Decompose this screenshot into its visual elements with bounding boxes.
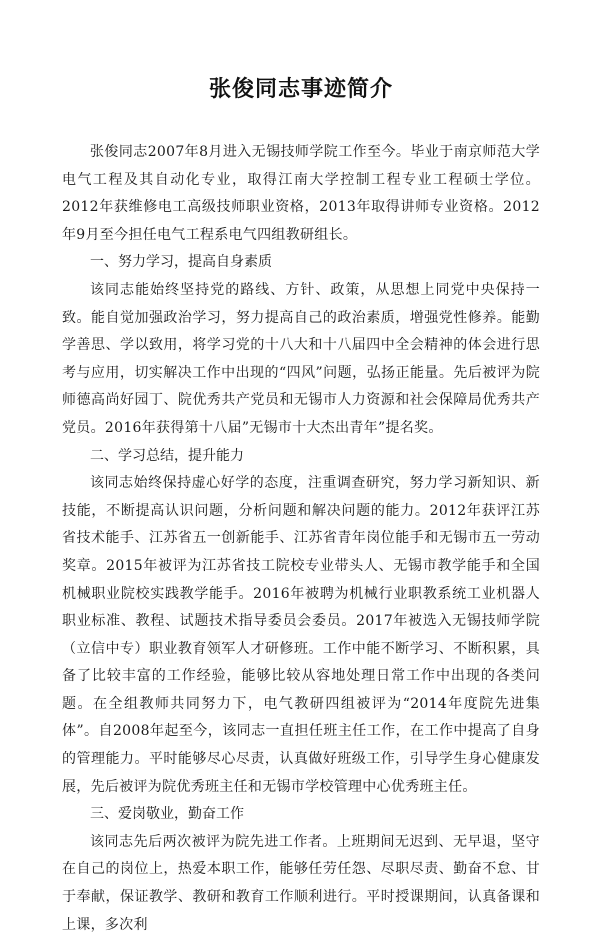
section-body-3: 该同志先后两次被评为院先进工作者。上班期间无迟到、无早退，坚守在自己的岗位上，热爱本职工作，能够任劳任怨、尽职尽责、勤奋不怠、甘于奉献，保证教学、教研和教育工作顺利进行。平时授课期间，认真备课和上课，多次利 — [62, 833, 540, 933]
section-heading-3: 三、爱岗敬业，勤奋工作 — [90, 806, 244, 823]
section-heading-1: 一、努力学习，提高自身素质 — [90, 254, 272, 271]
section-body-2: 该同志始终保持虚心好学的态度，注重调查研究，努力学习新知识、新技能，不断提高认识问题，分析问题和解决问题的能力。2012年获评江苏省技术能手、江苏省五一创新能手、江苏省青年岗位能手和无锡市五一劳动奖章。2015年被评为江苏省技工院校专业带头人、无锡市教学能手和全国机械职业院校实践教学能手。2016年被聘为机械行业职教系统工业机器人职业标准、教程、试题技术指导委员会委员。2017年被选入无锡技师学院（立信中专）职业教育领军人才研修班。工作中能不断学习、不断积累，具备了比较丰富的工作经验，能够比较从容地处理日常工作中出现的各类问题。在全组教师共同努力下，电气教研四组被评为“2014年度院先进集体”。自2008年起至今，该同志一直担任班主任工作，在工作中提高了自身的管理能力。平时能够尽心尽责，认真做好班级工作，引导学生身心健康发展，先后被评为院优秀班主任和无锡市学校管理中心优秀班主任。 — [62, 475, 540, 795]
section-body-1: 该同志能始终坚持党的路线、方针、政策，从思想上同党中央保持一致。能自觉加强政治学习，努力提高自己的政治素质，增强党性修养。能勤学善思、学以致用，将学习党的十八大和十八届四中全会精神的体会进行思考与应用，切实解决工作中出现的“四风”问题，弘扬正能量。先后被评为院师德高尚好园丁、院优秀共产党员和无锡市人力资源和社会保障局优秀共产党员。2016年获得第十八届”无锡市十大杰出青年”提名奖。 — [62, 281, 540, 436]
document-title: 张俊同志事迹简介 — [208, 77, 393, 102]
section-heading-2: 二、学习总结，提升能力 — [90, 447, 244, 464]
intro-paragraph: 张俊同志2007年8月进入无锡技师学院工作至今。毕业于南京师范大学电气工程及其自动化专业，取得江南大学控制工程专业工程硕士学位。2012年获维修电工高级技师职业资格，2013年取得讲师专业资格。2012年9月至今担任电气工程系电气四组教研组长。 — [62, 144, 540, 243]
